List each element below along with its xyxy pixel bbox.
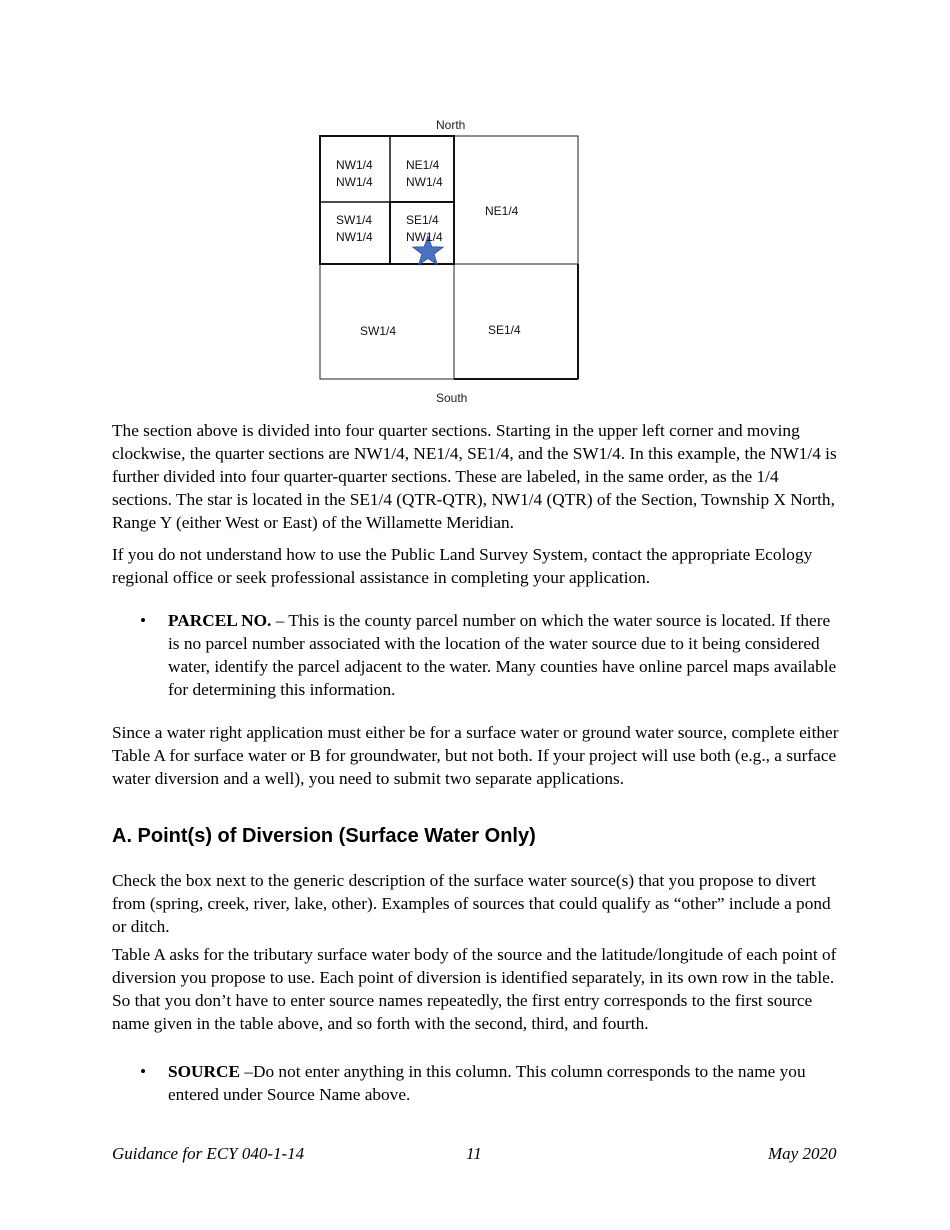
cell-ne-nw-line2: NW1/4 <box>406 175 443 189</box>
cell-sw: SW1/4 <box>360 324 397 338</box>
section-explanation-paragraph: The section above is divided into four quarter sections. Starting in the upper left corner and moving clockwise, the quarter sections are NW1/4, NE1/4, SE1/4, and the SW1/4. In this example, the NW1/4 is further divided into four quarter-quarter sections. These are labeled, in the same order, as the 1/4 sections. The star is located in the SE1/4 (QTR-QTR), NW1/4 (QTR) of the Section, Township X North, Range Y (either West or East) of the Willamette Meridian. <box>112 421 837 532</box>
source-checkbox-paragraph: Check the box next to the generic description of the surface water source(s) that you propose to divert from (spring, creek, river, lake, other). Examples of sources that could qualify as “other” include a pond or ditch. <box>112 871 831 936</box>
cell-nw-nw <box>336 157 373 191</box>
source-description: –Do not enter anything in this column. This column corresponds to the name you entered under Source Name above. <box>168 1062 806 1104</box>
cell-sw-nw-line2: NW1/4 <box>336 230 373 244</box>
parcel-description: – This is the county parcel number on which the water source is located. If there is no parcel number associated with the location of the water source due to it being considered water, identify the parcel adjacent to the water. Many counties have online parcel maps available for determining this information. <box>168 611 837 699</box>
cell-se-nw-line2: NW1/4 <box>406 230 443 244</box>
cell-ne-nw-line1: NE1/4 <box>406 158 440 172</box>
footer-guidance: Guidance for ECY 040-1-14 <box>112 1144 305 1163</box>
cell-se-nw <box>406 212 443 246</box>
table-choice-paragraph: Since a water right application must either be for a surface water or ground water source, complete either Table A for surface water or B for groundwater, but not both. If your project will use both (e.g., a surface water diversion and a well), you need to submit two separate applications. <box>112 723 839 788</box>
cell-sw-nw <box>336 212 373 246</box>
south-label: South <box>436 391 468 405</box>
parcel-term: PARCEL NO. <box>168 611 272 630</box>
parcel-bullet-text <box>168 609 840 701</box>
source-term: SOURCE <box>168 1062 241 1081</box>
cell-ne: NE1/4 <box>485 204 519 218</box>
cell-se-nw-line1: SE1/4 <box>406 213 439 227</box>
footer-page-number: 11 <box>466 1144 482 1163</box>
bullet-icon: • <box>140 1062 147 1081</box>
section-diagram <box>300 112 600 412</box>
bullet-icon: • <box>140 611 147 630</box>
cell-se: SE1/4 <box>488 323 521 337</box>
plss-help-paragraph: If you do not understand how to use the Public Land Survey System, contact the appropriate Ecology regional office or seek professional assistance in completing your application. <box>112 545 813 587</box>
north-label: North <box>436 118 466 132</box>
cell-ne-nw <box>406 157 443 191</box>
section-heading-a: A. Point(s) of Diversion (Surface Water Only) <box>112 825 536 847</box>
cell-sw-nw-line1: SW1/4 <box>336 213 373 227</box>
footer-date: May 2020 <box>768 1144 837 1163</box>
table-a-paragraph: Table A asks for the tributary surface water body of the source and the latitude/longitude of each point of diversion you propose to use. Each point of diversion is identified separately, in its own row in the table. So that you don’t have to enter source names repeatedly, the first entry corresponds to the first source name given in the table above, and so forth with the second, third, and fourth. <box>112 945 837 1033</box>
cell-nw-nw-line2: NW1/4 <box>336 175 373 189</box>
cell-nw-nw-line1: NW1/4 <box>336 158 373 172</box>
source-bullet-text <box>168 1060 840 1106</box>
